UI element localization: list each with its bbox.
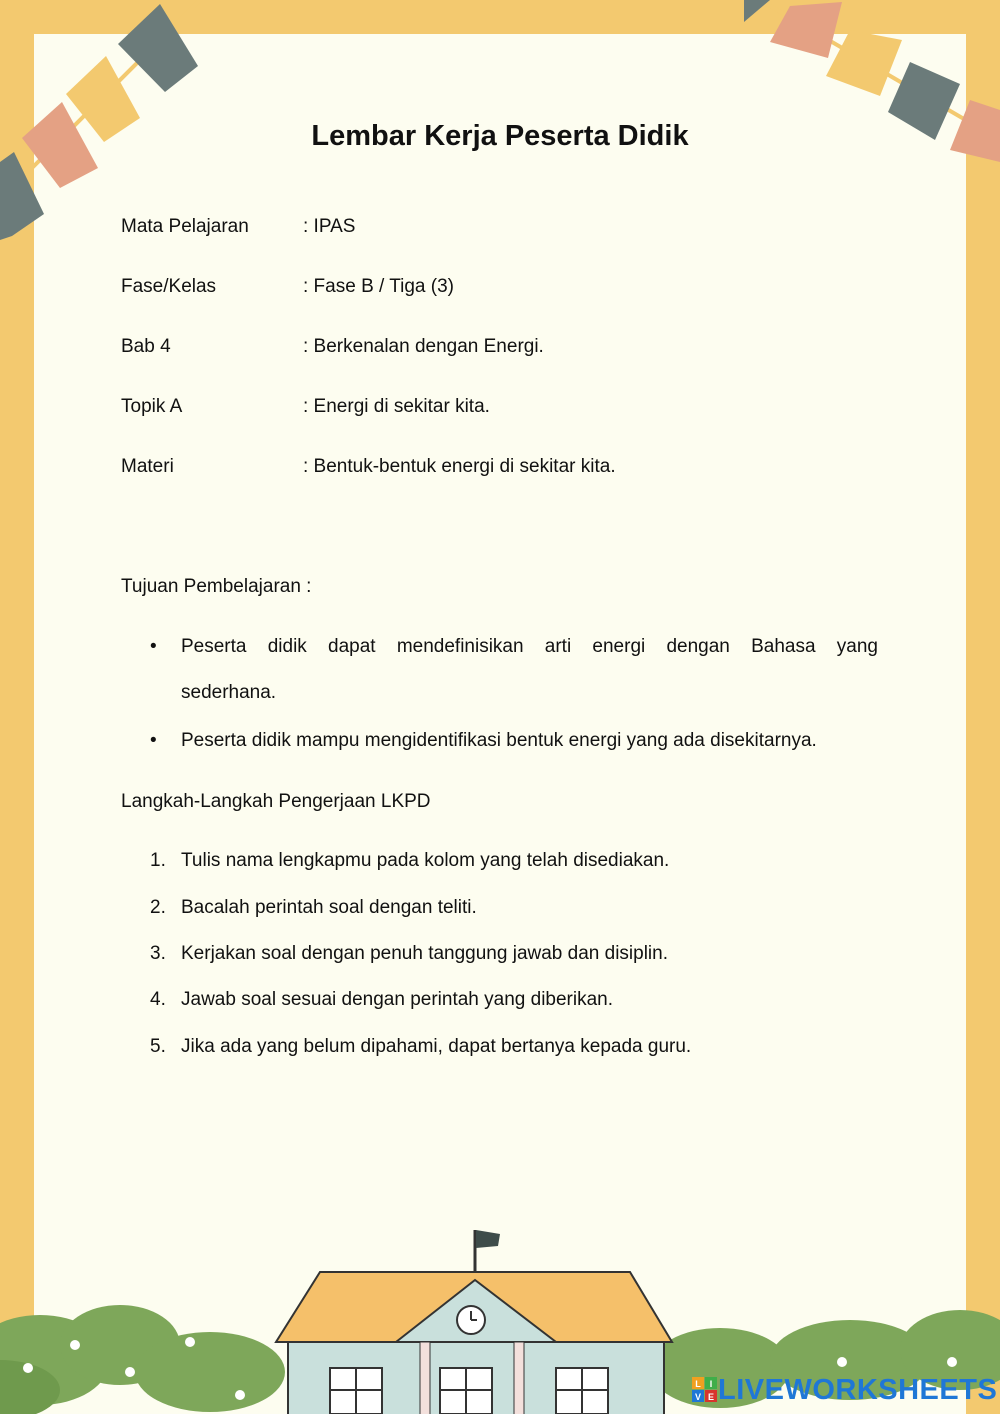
info-label: Mata Pelajaran [121,216,249,237]
info-value: : Energi di sekitar kita. [303,396,490,417]
step-number: 1. [150,850,166,871]
liveworksheets-logo-icon [692,1377,718,1403]
flag-icon [118,4,198,92]
step-text: Kerjakan soal dengan penuh tanggung jawab dan disiplin. [181,943,668,964]
info-label: Bab 4 [121,336,171,357]
flag-icon [476,1230,500,1248]
flag-icon [744,0,770,22]
objectives-heading: Tujuan Pembelajaran : [121,576,312,597]
step-number: 3. [150,943,166,964]
step-text: Jika ada yang belum dipahami, dapat bertanya kepada guru. [181,1036,692,1057]
step-number: 5. [150,1036,166,1057]
info-value: : Bentuk-bentuk energi di sekitar kita. [303,456,616,477]
info-label: Materi [121,456,174,477]
svg-text:L: L [695,1379,701,1389]
steps-heading: Langkah-Langkah Pengerjaan LKPD [121,791,431,812]
objective-text: Peserta didik mampu mengidentifikasi bentuk energi yang ada disekitarnya. [181,730,817,751]
info-label: Topik A [121,396,183,417]
objective-text: Peserta didik dapat mendefinisikan arti energi dengan Bahasa yang [181,636,878,657]
info-value: : Fase B / Tiga (3) [303,276,454,297]
page-title: Lembar Kerja Peserta Didik [311,120,689,152]
svg-text:V: V [694,1392,702,1402]
step-text: Bacalah perintah soal dengan teliti. [181,897,477,918]
svg-text:I: I [709,1379,713,1389]
step-number: 2. [150,897,166,918]
bullet-icon: • [150,730,157,751]
step-number: 4. [150,989,166,1010]
step-text: Jawab soal sesuai dengan perintah yang diberikan. [181,989,614,1010]
step-text: Tulis nama lengkapmu pada kolom yang telah disediakan. [181,850,670,871]
info-label: Fase/Kelas [121,276,217,297]
watermark-text: LIVEWORKSHEETS [718,1373,998,1406]
objective-text: sederhana. [181,682,277,703]
bullet-icon: • [150,636,157,657]
flag-icon [826,30,902,96]
liveworksheets-watermark[interactable] [692,1374,997,1406]
school-building-icon [276,1230,672,1414]
svg-text:E: E [707,1392,715,1402]
info-value: : IPAS [303,216,356,237]
info-value: : Berkenalan dengan Energi. [303,336,544,357]
